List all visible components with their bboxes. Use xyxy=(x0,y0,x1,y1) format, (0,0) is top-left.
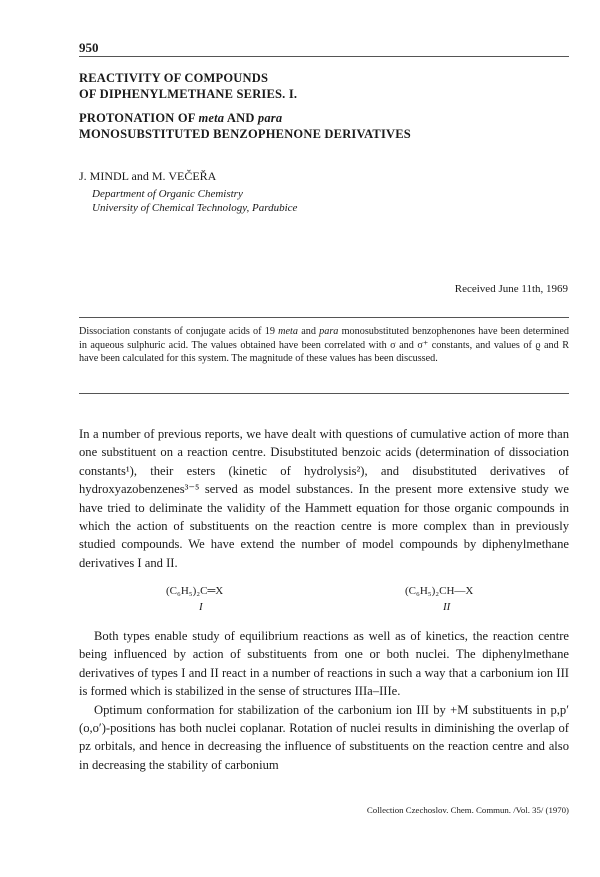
abstract-rule-bottom xyxy=(79,393,569,394)
body-paragraph-2 xyxy=(79,627,569,774)
journal-footer: Collection Czechoslov. Chem. Commun. /Vol. 35/ (1970) xyxy=(366,805,569,815)
affiliation-department: Department of Organic Chemistry xyxy=(92,188,243,200)
title-part-italic: meta xyxy=(198,111,225,125)
series-title-line-2: OF DIPHENYLMETHANE SERIES. I. xyxy=(79,87,298,101)
abstract-text: Dissociation constants of conjugate acids of 19 xyxy=(79,326,279,337)
series-title xyxy=(79,70,297,102)
abstract-text: monosubstituted benzophenones have been determined in aqueous sulphuric acid. The values obtained have been correlated with σ and σ⁺ constants, and values of ϱ and R have been calculated for this system. The magnitude of these values has been discussed. xyxy=(79,326,569,365)
title-part-italic: para xyxy=(257,111,283,125)
formula-I: (C₆H₅)₂C═X xyxy=(166,585,224,597)
abstract-text: and xyxy=(297,326,320,337)
paragraph-text: Both types enable study of equilibrium reactions as well as of kinetics, the reaction centre being influenced by action of substituents from one or both nuclei. The diphenylmethane derivatives of types I and II react in a number of reactions in such a way that a carbonium ion III is formed which is stabilized in the sense of structures IIIa–IIIe. xyxy=(79,629,569,699)
body-paragraph-1 xyxy=(79,425,569,572)
received-date: Received June 11th, 1969 xyxy=(454,283,568,295)
formula-II: (C₆H₅)₂CH—X xyxy=(405,585,474,597)
authors: J. MINDL and M. VEČEŘA xyxy=(79,169,217,183)
series-title-line-1: REACTIVITY OF COMPOUNDS xyxy=(79,71,269,85)
page-number: 950 xyxy=(79,40,99,55)
abstract-italic: meta xyxy=(278,326,298,337)
abstract-rule-top xyxy=(79,317,569,318)
abstract xyxy=(79,325,569,366)
title-part: AND xyxy=(224,111,258,125)
header-rule xyxy=(79,56,569,57)
title-part: PROTONATION OF xyxy=(79,111,199,125)
article-title xyxy=(79,110,411,142)
paragraph-text: Optimum conformation for stabilization of the carbonium ion III by +M substituents in p,p′(o,o′)-positions has both nuclei coplanar. Rotation of nuclei results in diminishing the overlap of pz orbitals, and hence in decreasing the influence of substituents on the reaction centre and also in decreasing the stability of carbonium xyxy=(79,702,569,772)
formula-II-label: II xyxy=(443,601,451,613)
abstract-italic: para xyxy=(319,326,339,337)
affiliation-university: University of Chemical Technology, Pardubice xyxy=(92,202,298,214)
article-title-line-2: MONOSUBSTITUTED BENZOPHENONE DERIVATIVES xyxy=(79,127,411,141)
affiliation xyxy=(92,187,297,215)
formula-I-label: I xyxy=(199,601,203,613)
paragraph-text: In a number of previous reports, we have dealt with questions of cumulative action of more than one substituent on a reaction centre. Disubstituted benzoic acids (determination of dissociation constants¹), their esters (kinetic of hydrolysis²), and disubstituted derivatives of hydroxyazobenzenes³⁻⁵ served as model substances. In the present more extensive study we have tried to deliminate the validity of the Hammett equation for those organic compounds in which the action of substituents on the reaction centre is more complex than in previously studied compounds. We have extend the number of model compounds by diphenylmethane derivatives I and II. xyxy=(79,427,569,570)
article-title-line-1 xyxy=(79,110,411,126)
